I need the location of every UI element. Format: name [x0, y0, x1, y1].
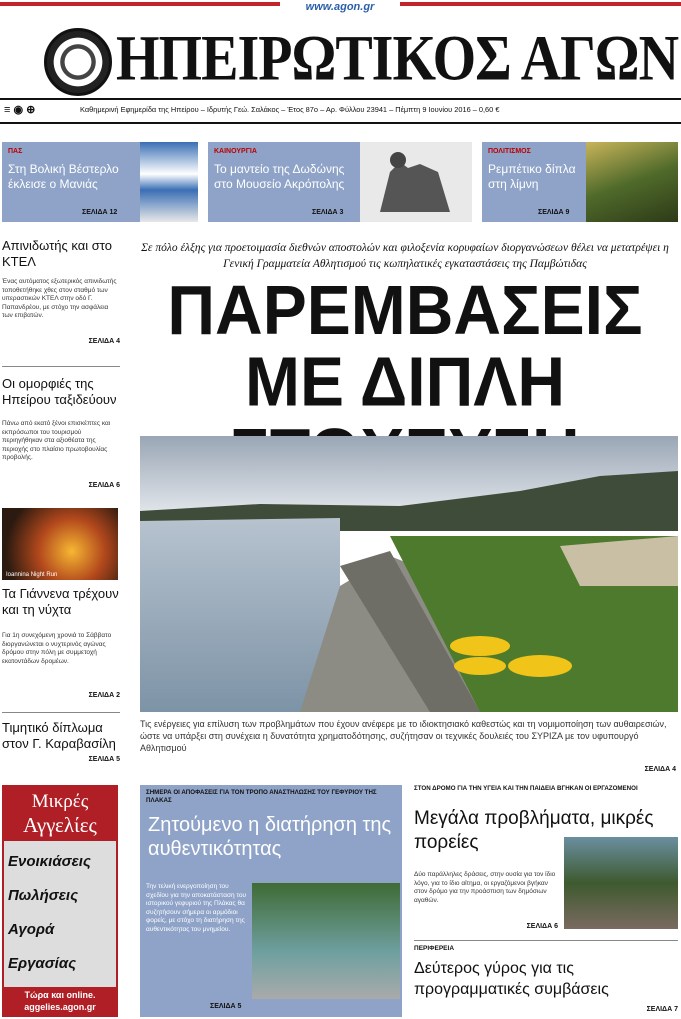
ad-title-1: Μικρές	[31, 791, 89, 812]
story-tag: ΣΤΟΝ ΔΡΟΜΟ ΓΙΑ ΤΗΝ ΥΓΕΙΑ ΚΑΙ ΤΗΝ ΠΑΙΔΕΙΑ ΒΓΗΚΑΝ ΟΙ ΕΡΓΑΖΟΜΕΝΟΙ	[414, 785, 638, 792]
photo-caption: Ioannina Night Run	[6, 572, 58, 578]
masthead	[40, 20, 679, 98]
ad-items	[8, 845, 91, 981]
story-tag: ΣΗΜΕΡΑ ΟΙ ΑΠΟΦΑΣΕΙΣ ΓΙΑ ΤΟΝ ΤΡΟΠΟ ΑΝΑΣΤΗΛΩΣΗΣ ΤΟΥ ΓΕΦΥΡΙΟΥ ΤΗΣ ΠΛΑΚΑΣ	[146, 789, 377, 804]
sidebar-page: ΣΕΛΙΔΑ 5	[88, 756, 120, 763]
photo-caption: Τις ενέργειες για επίλυση των προβλημάτων που έχουν ανέφερε με το ιδιοκτησιακό καθεστώς και τη νομιμοποίηση των αυθαιρεσιών, ώστε να υπάρξει στη συνέχεια η δυνατότητα χρηματοδότησης, συζήτησαν οι τεχνικές δουλειές του ΣΥΡΙΖΑ με τον υφυπουργό Αθλητισμού	[140, 719, 667, 753]
teaser-text: Ρεμπέτικο δίπλα στη λίμνη	[488, 162, 576, 191]
night-run-photo	[2, 508, 118, 580]
ad-footer-2[interactable]: aggelies.agon.gr	[24, 1002, 96, 1012]
sidebar-story-1[interactable]	[2, 238, 120, 358]
teaser-page: ΣΕΛΙΔΑ 9	[538, 209, 570, 216]
story-tag: ΠΕΡΙΦΕΡΕΙΑ	[414, 945, 455, 952]
story-headline: Δεύτερος γύρος για τις προγραμματικές συμβάσεις	[414, 960, 609, 998]
band-photo	[586, 142, 678, 222]
teaser-page: ΣΕΛΙΔΑ 12	[82, 209, 118, 216]
story-bridge[interactable]	[140, 785, 402, 1017]
story-body: Την τελική ενεργοποίηση του σχεδίου για την αποκατάσταση του ιστορικού γεφυριού της Πλάκας θα συζητήσουν σήμερα οι αρμόδιοι φορείς, με στόχο τη διατήρηση της αυθεντικότητας του μνημείου.	[146, 883, 247, 933]
divider	[2, 366, 120, 367]
sidebar-page: ΣΕΛΙΔΑ 6	[88, 482, 120, 489]
ad-image	[4, 841, 116, 987]
teaser-culture[interactable]	[208, 142, 472, 222]
story-page: ΣΕΛΙΔΑ 6	[526, 923, 558, 930]
story-headline: Ζητούμενο η διατήρηση της αυθεντικότητας	[148, 814, 392, 860]
ad-footer-1: Τώρα και online.	[24, 990, 96, 1000]
sidebar-story-3[interactable]	[2, 586, 120, 708]
divider	[414, 940, 678, 941]
sidebar-story-4[interactable]	[2, 720, 120, 772]
bridge-photo	[252, 883, 400, 999]
sidebar-headline: Τα Γιάννενα τρέχουν και τη νύχτα	[2, 586, 119, 617]
statue-photo	[360, 142, 472, 222]
sidebar-body: Πάνω από εκατό ξένοι επισκέπτες και εκπρόσωποι του τουρισμού περιηγήθηκαν στα αξιοθέατα της περιοχής στο πλαίσιο πρωτοβουλίας προβολής.	[2, 420, 111, 462]
lake-photo	[140, 436, 678, 712]
sidebar-page: ΣΕΛΙΔΑ 4	[88, 338, 120, 345]
sidebar-headline: Απινιδωτής και στο ΚΤΕΛ	[2, 238, 112, 269]
main-headline[interactable]	[140, 271, 670, 432]
teaser-music[interactable]	[482, 142, 678, 222]
ad-item: Αγορά	[8, 921, 55, 938]
sidebar-page: ΣΕΛΙΔΑ 2	[88, 692, 120, 699]
story-body: Δύο παράλληλες δράσεις, στην ουσία για τον ίδιο λόγο, για το ίδιο αίτημα, οι εργαζόμενοι βγήκαν στον δρόμο για την προάσπιση των δημόσιων αγαθών.	[414, 871, 556, 904]
headline-line-2: ΜΕ ΔΙΠΛΗ	[244, 342, 565, 421]
teaser-tag: ΠΟΛΙΤΙΣΜΟΣ	[488, 148, 531, 155]
info-bar	[0, 98, 681, 124]
story-page: ΣΕΛΙΔΑ 7	[646, 1006, 678, 1013]
headline-line-1: ΠΑΡΕΜΒΑΣΕΙΣ	[167, 271, 643, 349]
sidebar-body: Για 1η συνεχόμενη χρονιά το Σάββατο διοργανώνεται ο νυχτερινός αγώνας δρόμου στην πόλη με συμμετοχή εκατοντάδων δρομέων.	[2, 632, 112, 665]
sidebar-story-2[interactable]	[2, 376, 120, 500]
teaser-tag: ΚΑΙΝΟΥΡΓΙΑ	[214, 148, 257, 155]
main-deck: Σε πόλο έλξης για προετοιμασία διεθνών αποστολών και φιλοξενία κορυφαίων διοργανώσεων θέλει να μετατρέψει η Γενική Γραμματεία Αθλητισμού τις κωπηλατικές εγκαταστάσεις της Παμβώτιδας	[141, 242, 669, 270]
story-protest[interactable]	[414, 785, 678, 935]
teaser-tag: ΠΑΣ	[8, 148, 23, 155]
divider	[2, 712, 120, 713]
ad-item: Ενοικιάσεις	[8, 853, 91, 870]
newspaper-title: ΗΠΕΙΡΩΤΙΚΟΣ ΑΓΩΝ	[116, 23, 679, 95]
main-page: ΣΕΛΙΔΑ 4	[644, 766, 676, 773]
ad-title-2: Αγγελίες	[23, 813, 97, 837]
footballer-photo	[140, 142, 198, 222]
sidebar-body: Ένας αυτόματος εξωτερικός απινιδωτής τοποθετήθηκε χθες στον σταθμό των υπεραστικών ΚΤΕΛ στην οδό Γ. Παπανδρέου, με στόχο την ασφάλεια των επιβατών.	[2, 278, 117, 320]
site-url[interactable]: www.agon.gr	[280, 0, 400, 14]
sidebar-headline: Οι ομορφιές της Ηπείρου ταξιδεύουν	[2, 376, 117, 407]
teaser-text: Στη Βολική Βέστερλο έκλεισε ο Μανιάς	[8, 162, 119, 191]
sidebar-headline: Τιμητικό δίπλωμα στον Γ. Καραβασίλη	[2, 720, 116, 751]
seal-logo-icon	[44, 28, 112, 96]
story-headline: Μεγάλα προβλήματα, μικρές πορείες	[414, 808, 654, 853]
story-contracts[interactable]	[414, 944, 678, 1018]
ad-item: Εργασίας	[8, 955, 77, 972]
protest-photo	[564, 837, 678, 929]
issue-info: Καθημερινή Εφημερίδα της Ηπείρου – Ιδρυτής Γεώ. Σαλάκος – Έτος 87ο – Αρ. Φύλλου 23941 – Πέμπτη 9 Ιουνίου 2016 – 0,60 €	[80, 105, 500, 114]
story-page: ΣΕΛΙΔΑ 5	[210, 1003, 242, 1010]
classifieds-ad[interactable]	[2, 785, 118, 1017]
teaser-text: Το μαντείο της Δωδώνης στο Μουσείο Ακρόπολης	[214, 162, 345, 191]
ad-item: Πωλήσεις	[8, 887, 79, 904]
teaser-page: ΣΕΛΙΔΑ 3	[312, 209, 344, 216]
teaser-sport[interactable]	[2, 142, 198, 222]
info-icons: ≡ ◉ ⊕	[4, 104, 36, 116]
